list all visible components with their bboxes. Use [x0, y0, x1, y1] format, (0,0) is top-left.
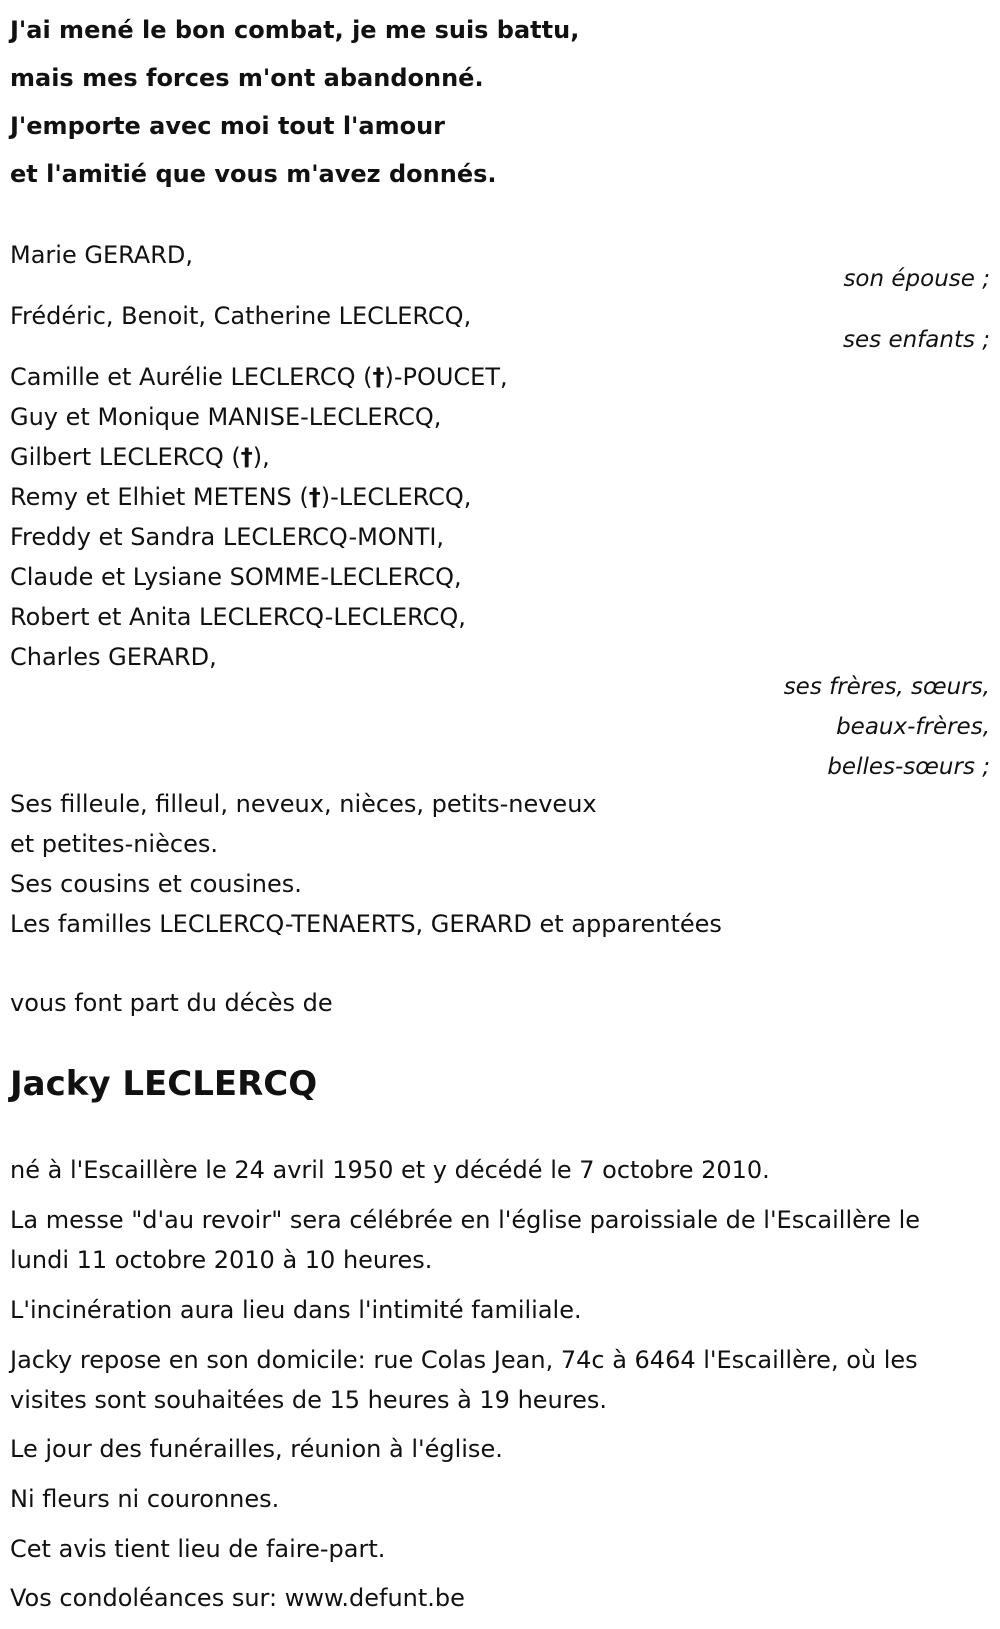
sibling-line: Gilbert LECLERCQ (†), [10, 443, 270, 471]
deceased-name: Jacky LECLERCQ [10, 1064, 318, 1104]
funeral-day-info: Le jour des funérailles, réunion à l'église. [10, 1435, 503, 1463]
sibling-line: Charles GERARD, [10, 643, 217, 671]
announcement-text: vous font part du décès de [10, 989, 333, 1017]
poem-line: et l'amitié que vous m'avez donnés. [10, 160, 497, 188]
notice-info: Cet avis tient lieu de faire-part. [10, 1535, 386, 1563]
opening-poem [10, 6, 579, 198]
visitation-info: Jacky repose en son domicile: rue Colas Jean, 74c à 6464 l'Escaillère, où les visites sont souhaitées de 15 heures à 19 heures. [10, 1346, 918, 1414]
sibling-line: Robert et Anita LECLERCQ-LECLERCQ, [10, 603, 466, 631]
condolences-info: Vos condoléances sur: www.defunt.be [10, 1584, 465, 1612]
spouse-name: Marie GERARD, [10, 241, 194, 269]
children-relation: ses enfants ; [843, 327, 990, 353]
extended-line: et petites-nièces. [10, 830, 218, 858]
cross-icon: † [308, 483, 321, 511]
flowers-info: Ni fleurs ni couronnes. [10, 1485, 280, 1513]
spouse-relation: son épouse ; [843, 266, 990, 292]
children-names: Frédéric, Benoit, Catherine LECLERCQ, [10, 302, 472, 330]
sibling-line: Freddy et Sandra LECLERCQ-MONTI, [10, 523, 445, 551]
mass-info: La messe "d'au revoir" sera célébrée en l'église paroissiale de l'Escaillère le lundi 11 octobre 2010 à 10 heures. [10, 1206, 921, 1274]
cross-icon: † [240, 443, 253, 471]
extended-line: Ses cousins et cousines. [10, 870, 302, 898]
poem-line: mais mes forces m'ont abandonné. [10, 64, 484, 92]
birth-death-info: né à l'Escaillère le 24 avril 1950 et y décédé le 7 octobre 2010. [10, 1156, 770, 1184]
extended-family [10, 784, 722, 944]
incineration-info: L'incinération aura lieu dans l'intimité familiale. [10, 1296, 582, 1324]
sibling-line: Claude et Lysiane SOMME-LECLERCQ, [10, 563, 462, 591]
sibling-line: Remy et Elhiet METENS (†)-LECLERCQ, [10, 483, 472, 511]
poem-line: J'ai mené le bon combat, je me suis battu, [10, 16, 580, 44]
siblings-relation: ses frères, sœurs, beaux-frères, belles-sœurs ; [783, 674, 990, 780]
cross-icon: † [372, 363, 385, 391]
extended-line: Ses filleule, filleul, neveux, nièces, petits-neveux [10, 790, 597, 818]
sibling-line: Camille et Aurélie LECLERCQ (†)-POUCET, [10, 363, 508, 391]
poem-line: J'emporte avec moi tout l'amour [10, 112, 446, 140]
siblings-list [10, 357, 508, 677]
extended-line: Les familles LECLERCQ-TENAERTS, GERARD et apparentées [10, 910, 722, 938]
sibling-line: Guy et Monique MANISE-LECLERCQ, [10, 403, 442, 431]
